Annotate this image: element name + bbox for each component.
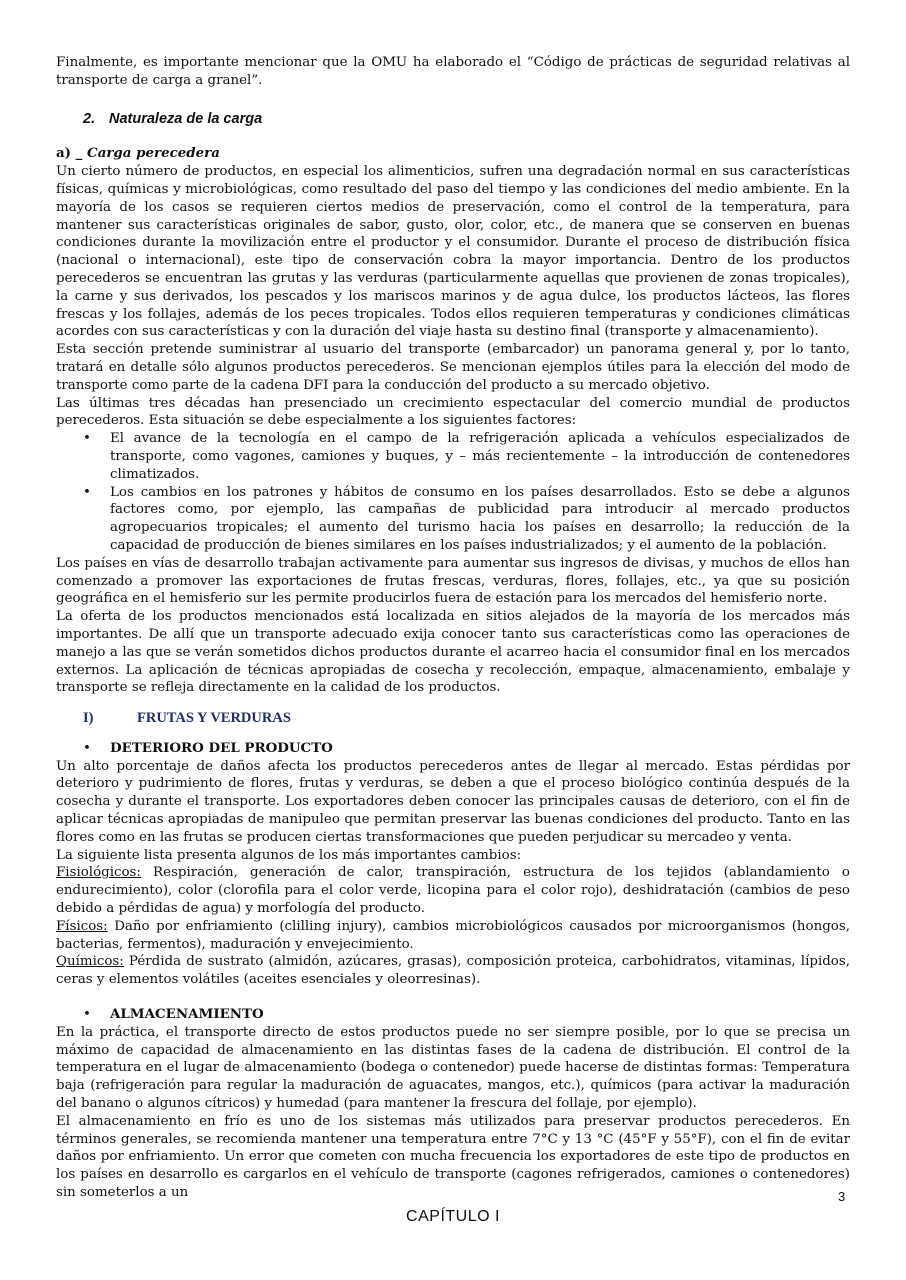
change-chemical <box>56 953 850 989</box>
change-text: Daño por enfriamiento (clilling injury), cambios microbiológicos causados por microorganismos (hongos, bacterias, fermentos), maduración y envejecimiento. <box>56 918 850 952</box>
paragraph-section-purpose: Esta sección pretende suministrar al usuario del transporte (embarcador) un panorama general y, por lo tanto, tratará en detalle sólo algunos productos perecederos. Se mencionan ejemplos útiles para la elección del modo de transporte como parte de la cadena DFI para la conducción del producto a su mercado objetivo. <box>56 342 850 393</box>
change-label: Químicos: <box>56 954 124 970</box>
deterioro-heading: • DETERIORO DEL PRODUCTO <box>83 740 850 758</box>
change-label: Físicos: <box>56 918 108 934</box>
paragraph-developing-countries: Los países en vías de desarrollo trabajan activamente para aumentar sus ingresos de divisas, y muchos de ellos han comenzado a promover las exportaciones de frutas frescas, verduras, flores, follajes, etc., ya que su posición geográfica en el hemisferio sur les permite producirlos fuera de estación para los mercados del hemisferio norte. <box>56 555 850 607</box>
intro-paragraph: Finalmente, es importante mencionar que la OMU ha elaborado el “Código de prácticas de seguridad relativas al transporte de carga a granel”. <box>56 55 850 88</box>
chapter-number: I) <box>83 710 94 727</box>
change-label: Fisiológicos: <box>56 865 141 881</box>
section-heading <box>83 111 850 129</box>
paragraph-perishable-intro: Un cierto número de productos, en especial los alimenticios, sufren una degradación normal en sus características físicas, químicas y microbiológicas, como resultado del paso del tiempo y las condiciones del medio ambiente. En la mayoría de los casos se requieren ciertos medios de preservación, como el control de la temperatura, para mantener sus características originales de sabor, gusto, olor, color, etc., de manera que se conserven en buenas condiciones durante la movilización entre el productor y el consumidor. Durante el proceso de distribución física (nacional o internacional), este tipo de conservación cobra la mayor importancia. Dentro de los productos perecederos se encuentran las grutas y las verduras (particularmente aquellas que provienen de zonas tropicales), la carne y sus derivados, los pescados y los mariscos marinos y de agua dulce, los productos lácteos, las flores frescas y los follajes, además de los peces tropicales. Todos ellos requieren temperaturas y condiciones climáticas acordes con sus características y con la duración del viaje hasta su destino final (transporte y almacenamiento). <box>56 164 850 340</box>
paragraph-cold-storage: El almacenamiento en frío es uno de los sistemas más utilizados para preservar productos perecederos. En términos generales, se recomienda mantener una temperatura entre 7°C y 13 °C (45°F y 55°F), con el fin de evitar daños por enfriamiento. Un error que cometen con mucha frecuencia los exportadores de este tipo de productos en los países en desarrollo es cargarlos en el vehículo de transporte (cagones refrigerados, camiones o contenedores) sin someterlos a un <box>56 1113 850 1201</box>
section-title: Naturaleza de la carga <box>109 110 263 127</box>
subsection-title: Carga perecedera <box>87 145 220 162</box>
paragraph-almacenamiento: En la práctica, el transporte directo de estos productos puede no ser siempre posible, por lo que se precisa un máximo de capacidad de almacenamiento en las distintas fases de la cadena de distribución. El control de la temperatura en el lugar de almacenamiento (bodega o contenedor) puede hacerse de distintas formas: Temperatura baja (refrigeración para regular la maduración de aguacates, mangos, etc.), químicos (para activar la maduración del banano o algunos cítricos) y humedad (para mantener la frescura del follaje, por ejemplo). <box>56 1024 850 1112</box>
section-number: 2. <box>83 110 96 127</box>
change-text: Pérdida de sustrato (almidón, azúcares, grasas), composición proteica, carbohidratos, vitaminas, lípidos, ceras y elementos volátiles (aceites esenciales y oleorresinas). <box>56 954 850 988</box>
paragraph-trade-growth: Las últimas tres décadas han presenciado un crecimiento espectacular del comercio mundial de productos perecederos. Esta situación se debe especialmente a los siguientes factores: <box>56 395 850 429</box>
paragraph-changes-intro: La siguiente lista presenta algunos de los más importantes cambios: <box>56 847 522 863</box>
list-item: • El avance de la tecnología en el campo de la refrigeración aplicada a vehículos especializados de transporte, como vagones, camiones y buques, y – más recientemente – la introducción de contenedores climatizados. <box>110 430 850 483</box>
change-text: Respiración, generación de calor, transpiración, estructura de los tejidos (ablandamiento o endurecimiento), color (clorofila para el color verde, licopina para el color rojo), deshidratación (cambios de peso debido a pérdidas de agua) y morfología del producto. <box>56 865 850 917</box>
chapter-heading <box>83 710 850 728</box>
document-body <box>56 54 850 1202</box>
chapter-footer: CAPÍTULO I <box>406 1208 500 1225</box>
page-number: 3 <box>838 1189 846 1204</box>
change-physiological <box>56 864 850 917</box>
paragraph-deterioro: Un alto porcentaje de daños afecta los productos perecederos antes de llegar al mercado. Estas pérdidas por deterioro y pudrimiento de flores, frutas y verduras, se deben a que el proceso biológico continúa después de la cosecha y durante el transporte. Los exportadores deben conocer las principales causas de deterioro, con el fin de aplicar técnicas apropiadas de manipuleo que permitan preservar las buenas condiciones del producto. Tanto en las flores como en las frutas se producen ciertas transformaciones que pueden perjudicar su mercadeo y venta. <box>56 758 850 845</box>
subsection-heading <box>56 145 850 163</box>
subsection-label: a) _ <box>56 145 83 162</box>
chapter-title: FRUTAS Y VERDURAS <box>137 710 291 727</box>
list-item: • Los cambios en los patrones y hábitos de consumo en los países desarrollados. Esto se debe a algunos factores como, por ejemplo, las campañas de publicidad para introducir al mercado productos agropecuarios tropicales; el aumento del turismo hacia los países en desarrollo; la reducción de la capacidad de producción de bienes similares en los países industrializados; y el aumento de la población. <box>110 484 850 555</box>
change-physical <box>56 918 850 954</box>
factors-list <box>56 430 850 555</box>
spacer <box>56 989 850 1006</box>
almacenamiento-heading: • ALMACENAMIENTO <box>83 1006 850 1024</box>
paragraph-supply-location: La oferta de los productos mencionados está localizada en sitios alejados de la mayoría de los mercados más importantes. De allí que un transporte adecuado exija conocer tanto sus características como las operaciones de manejo a las que se verán sometidos dichos productos durante el acarreo hacia el consumidor final en los mercados externos. La aplicación de técnicas apropiadas de cosecha y recolección, empaque, almacenamiento, embalaje y transporte se refleja directamente en la calidad de los productos. <box>56 609 850 696</box>
